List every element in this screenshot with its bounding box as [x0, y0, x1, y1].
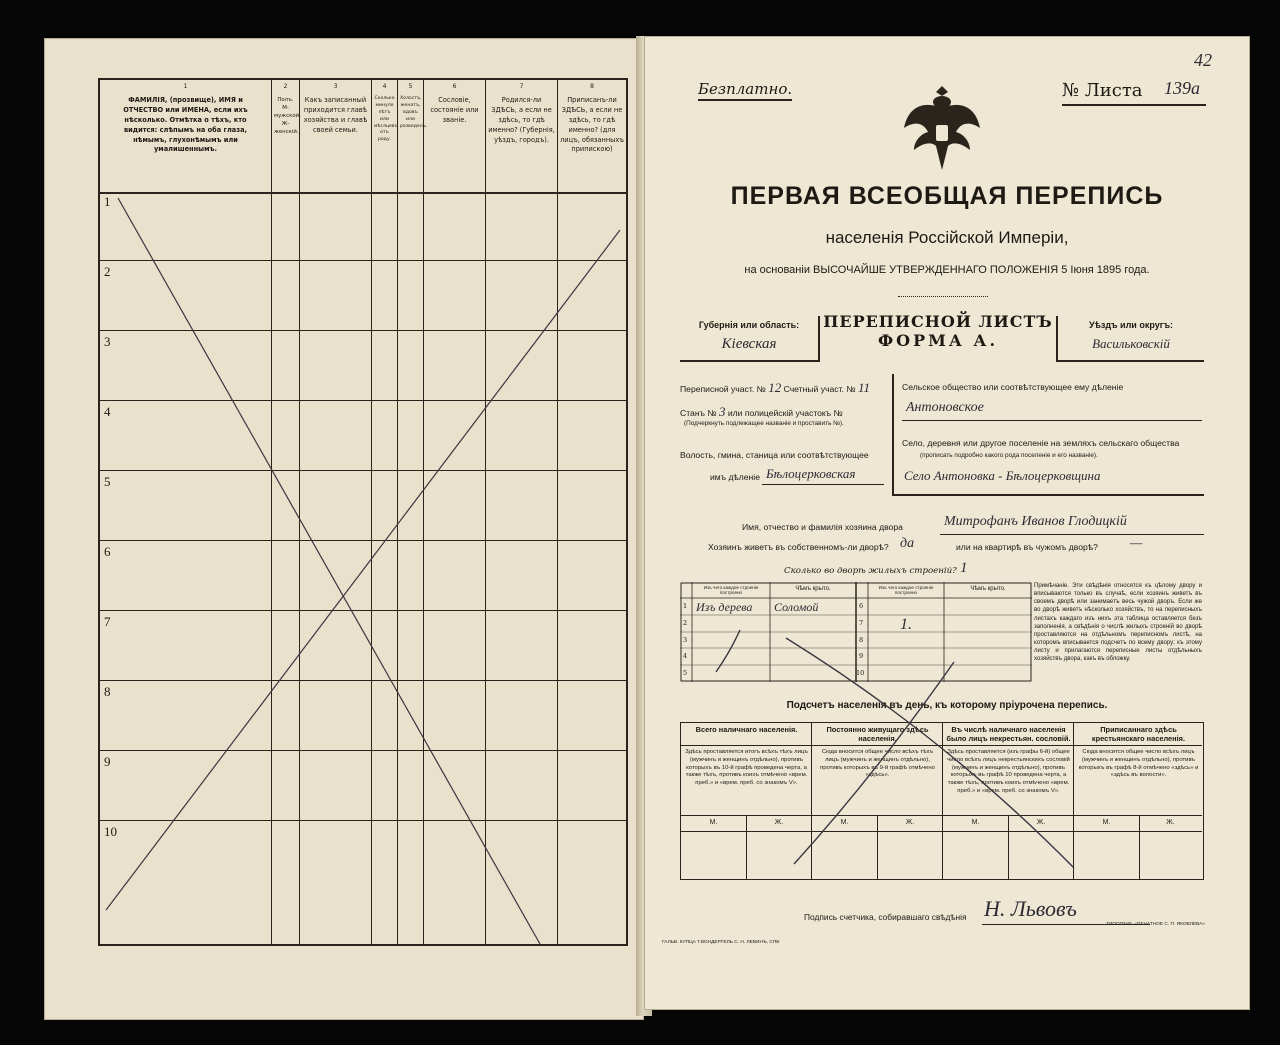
row-number: 7	[104, 614, 111, 629]
column-text: Сколько минуло лѣтъ или мѣсяцевъ отъ роду.	[374, 96, 398, 143]
female-label: Ж.	[905, 819, 915, 826]
owner-label: Имя, отчество и фамилія хозяина двора	[742, 522, 903, 532]
row-number: 2	[104, 264, 111, 279]
population-count-title: Подсчетъ населенія въ день, къ которому пріурочена перепись.	[786, 700, 1108, 711]
rented-label: или на квартирѣ въ чужомъ дворѣ?	[956, 542, 1098, 552]
province-value: Кіевская	[721, 336, 777, 352]
village-label: Село, деревня или другое поселеніе на земляхъ сельскаго общества	[902, 438, 1180, 448]
column-text: Приписанъ-ли ЗДѢСЬ, а если не здѣсь, то гдѣ именно? (для лицъ, обязанныхъ припискою)	[560, 96, 624, 154]
building-row-number: 1	[683, 602, 688, 610]
census-title: ПЕРВАЯ ВСЕОБЩАЯ ПЕРЕПИСЬ	[730, 182, 1164, 210]
building-roof-value: Соломой	[774, 600, 819, 614]
form-subtitle: ФОРМА А.	[877, 331, 999, 350]
census-section-value: 12	[768, 380, 782, 395]
building-row-number: 9	[859, 652, 864, 660]
male-label: М.	[971, 819, 980, 826]
building-row-number: 7	[859, 619, 864, 627]
note-text: Примѣчаніе. Эти свѣдѣнія относятся къ цѣлому двору и вписываются только въ случаѣ, если хозяинъ живетъ въ своемъ дворѣ или занимаетъ весь чужой дворъ. Если же во дворѣ живетъ нѣсколько хозяйствъ, то на переписныхъ листахъ каждаго изъ нихъ эта таблица оставляется безъ заполненія, а свѣдѣнія о числѣ жилыхъ строеній во дворѣ проставляются на отдѣльномъ переписномъ листѣ, на которомъ вписывается подсчетъ по всему двору; къ этому листу и прилагаются переписные листы отдѣльныхъ хозяйствъ двора, какъ въ обложку.	[1034, 583, 1202, 663]
row-number: 3	[104, 334, 111, 349]
building-mark: 1.	[900, 616, 912, 633]
count-desc-peasant: Сюда вносится общее число всѣхъ лицъ (мужчинъ и женщинъ отдѣльно), противъ которыхъ въ графѣ 8-й отмѣчено «здѣсь» и «здѣсь въ волости».	[1078, 749, 1199, 779]
district-value: Васильковскій	[1092, 336, 1170, 351]
building-material-value: Изъ дерева	[696, 600, 753, 614]
society-value: Антоновское	[906, 400, 984, 415]
district-label: Уѣздъ или округъ:	[1088, 320, 1174, 330]
count-header-total: Всего наличнаго населенія.	[695, 725, 798, 734]
row-number: 8	[104, 684, 111, 699]
female-label: Ж.	[774, 819, 784, 826]
row-number: 6	[104, 544, 111, 559]
column-text: Сословіе, состояніе или званіе.	[430, 96, 479, 124]
own-yard-label: Хозяинъ живетъ въ собственномъ-ли дворѣ?	[708, 542, 889, 552]
column-number: 1	[183, 83, 188, 90]
census-basis: на основаніи ВЫСОЧАЙШЕ УТВЕРЖДЕННАГО ПОЛОЖЕНІЯ 5 Іюня 1895 года.	[744, 264, 1150, 276]
female-label: Ж.	[1166, 819, 1175, 826]
column-number: 3	[333, 83, 338, 90]
village-hint: (прописать подробно какого рода поселеніе и его названіе).	[920, 452, 1098, 459]
buildings-value: 1	[960, 560, 968, 576]
column-text: ФАМИЛІЯ, (прозвище), ИМЯ и ОТЧЕСТВО или ИМЕНА, если ихъ нѣсколько. Отмѣтка о тѣхъ, кто видится: слѣпымъ на оба глаза, нѣмымъ, глухонѣмымъ или умалишеннымъ.	[123, 96, 248, 154]
buildings-header-roof: Чѣмъ крыто.	[795, 586, 831, 592]
column-number: 7	[519, 83, 524, 90]
free-label: Безплатно.	[698, 80, 792, 101]
police-label: или полицейскій участокъ №	[727, 408, 843, 418]
building-row-number: 10	[856, 669, 865, 677]
sheet-number-label: № Листа	[1062, 80, 1143, 101]
column-text: Какъ записанный приходится главѣ хозяйства и главѣ своей семьи.	[303, 96, 368, 134]
building-row-number: 4	[683, 652, 688, 660]
rented-value: —	[1130, 536, 1143, 551]
building-row-number: 6	[859, 602, 864, 610]
count-desc-permanent: Сюда вносится общее число всѣхъ тѣхъ лицъ (мужчинъ и женщинъ отдѣльно), противъ которыхъ въ 9-й графѣ отмѣчено «здѣсь».	[820, 749, 935, 779]
building-row-number: 2	[683, 619, 688, 627]
row-number: 4	[104, 404, 111, 419]
left-page	[44, 38, 644, 1020]
buildings-header-material: Изъ чего каждое строеніе построено	[703, 585, 759, 595]
column-number: 8	[590, 83, 594, 90]
building-row-number: 8	[859, 636, 864, 644]
male-label: М.	[709, 819, 718, 826]
column-number: 5	[408, 83, 413, 90]
count-section-label: Счетный участ. №	[783, 384, 856, 394]
signature-value: Н. Львовъ	[984, 896, 1077, 921]
buildings-header-material-2: Изъ чего каждое строеніе построено	[878, 585, 934, 595]
page-number: 42	[1194, 50, 1212, 70]
building-row-number: 3	[683, 636, 688, 644]
count-header-peasant: Приписаннаго здѣсь крестьянскаго населенія.	[1091, 725, 1186, 743]
male-label: М.	[840, 819, 849, 826]
count-section-value: 11	[857, 380, 870, 395]
signature-label: Подпись счетчика, собиравшаго свѣдѣнія	[804, 912, 967, 922]
volost-value: Бѣлоцерковская	[766, 466, 856, 481]
row-number: 1	[104, 194, 111, 209]
buildings-header-roof-2: Чѣмъ крыто.	[970, 586, 1006, 592]
column-text: Холостъ, женатъ, вдовъ или разведенъ.	[400, 96, 428, 129]
census-subtitle: населенія Россійской Имперіи,	[825, 228, 1069, 247]
column-text: Родился-ли ЗДѢСЬ, а если не здѣсь, то гдѣ именно? (Губернія, уѣздъ, городъ).	[488, 96, 555, 144]
buildings-label: Сколько во дворѣ жилыхъ строеній?	[784, 566, 957, 576]
row-number: 10	[104, 824, 117, 839]
building-row-number: 5	[683, 669, 688, 677]
form-title: ПЕРЕПИСНОЙ ЛИСТЪ	[823, 312, 1053, 331]
society-label: Сельское общество или соотвѣтствующее ему дѣленіе	[902, 382, 1124, 392]
household-members-table	[98, 78, 628, 946]
male-label: М.	[1102, 819, 1111, 826]
section-cancel-cross	[644, 36, 1250, 1010]
count-header-permanent: Постоянно живущаго здѣсь населенія.	[826, 725, 929, 743]
column-number: 2	[283, 83, 288, 90]
cancel-cross-mark	[100, 80, 630, 948]
stan-label: Станъ №	[680, 408, 717, 418]
printer-left: ГАЛЬВ. КУПЦА Т.ВОНДЕРГЕЛЬ С. Н. ЛЕВИНЪ, СПБ	[662, 940, 780, 945]
column-text: Полъ. М-мужской. Ж-женскій.	[274, 97, 301, 136]
volost-label-line-2: имъ дѣленіе	[710, 472, 760, 482]
printer-right: ТИПОГРАФ. «ПЕЧАТНОЕ С. П. ЯКОВЛЕВА»	[1106, 922, 1205, 927]
volost-label-line-1: Волость, гмина, станица или соотвѣтствующее	[680, 450, 869, 460]
female-label: Ж.	[1036, 819, 1046, 826]
underline-hint: (Подчеркнуть подлежащее названіе и проставить №).	[684, 420, 844, 427]
row-number: 5	[104, 474, 111, 489]
row-number: 9	[104, 754, 111, 769]
village-value: Село Антоновка - Бѣлоцерковщина	[904, 468, 1101, 483]
count-desc-non-peasant: Здѣсь проставляется (изъ графы 6-й) общее число всѣхъ лицъ некрестьянскихъ сословій (мужчинъ и женщинъ отдѣльно), противъ которыхъ въ графѣ 10 проведена черта, а также тѣхъ, противъ коихъ отмѣчено «врем. преб.» и «врем. преб. со знакомъ V».	[947, 749, 1070, 794]
province-label: Губернія или область:	[698, 320, 800, 330]
count-desc-total: Здѣсь проставляется итогъ всѣхъ тѣхъ лицъ (мужчинъ и женщинъ отдѣльно), противъ которыхъ въ 10-й графѣ проведена черта, а также тѣхъ, противъ коихъ отмѣчено «врем. преб.» и «врем. преб. со знакомъ V».	[685, 749, 808, 787]
own-yard-value: да	[900, 536, 915, 551]
column-number: 4	[382, 83, 387, 90]
count-header-non-peasant: Въ числѣ наличнаго населенія было лицъ некрестьян. сословій.	[946, 725, 1071, 743]
column-number: 6	[452, 83, 457, 90]
sheet-number-value: 139а	[1164, 78, 1200, 98]
owner-value: Митрофанъ Иванов Глодицкій	[944, 514, 1127, 529]
stan-value: 3	[718, 404, 726, 419]
right-page	[644, 36, 1250, 1010]
census-section-label: Переписной участ. №	[680, 384, 766, 394]
